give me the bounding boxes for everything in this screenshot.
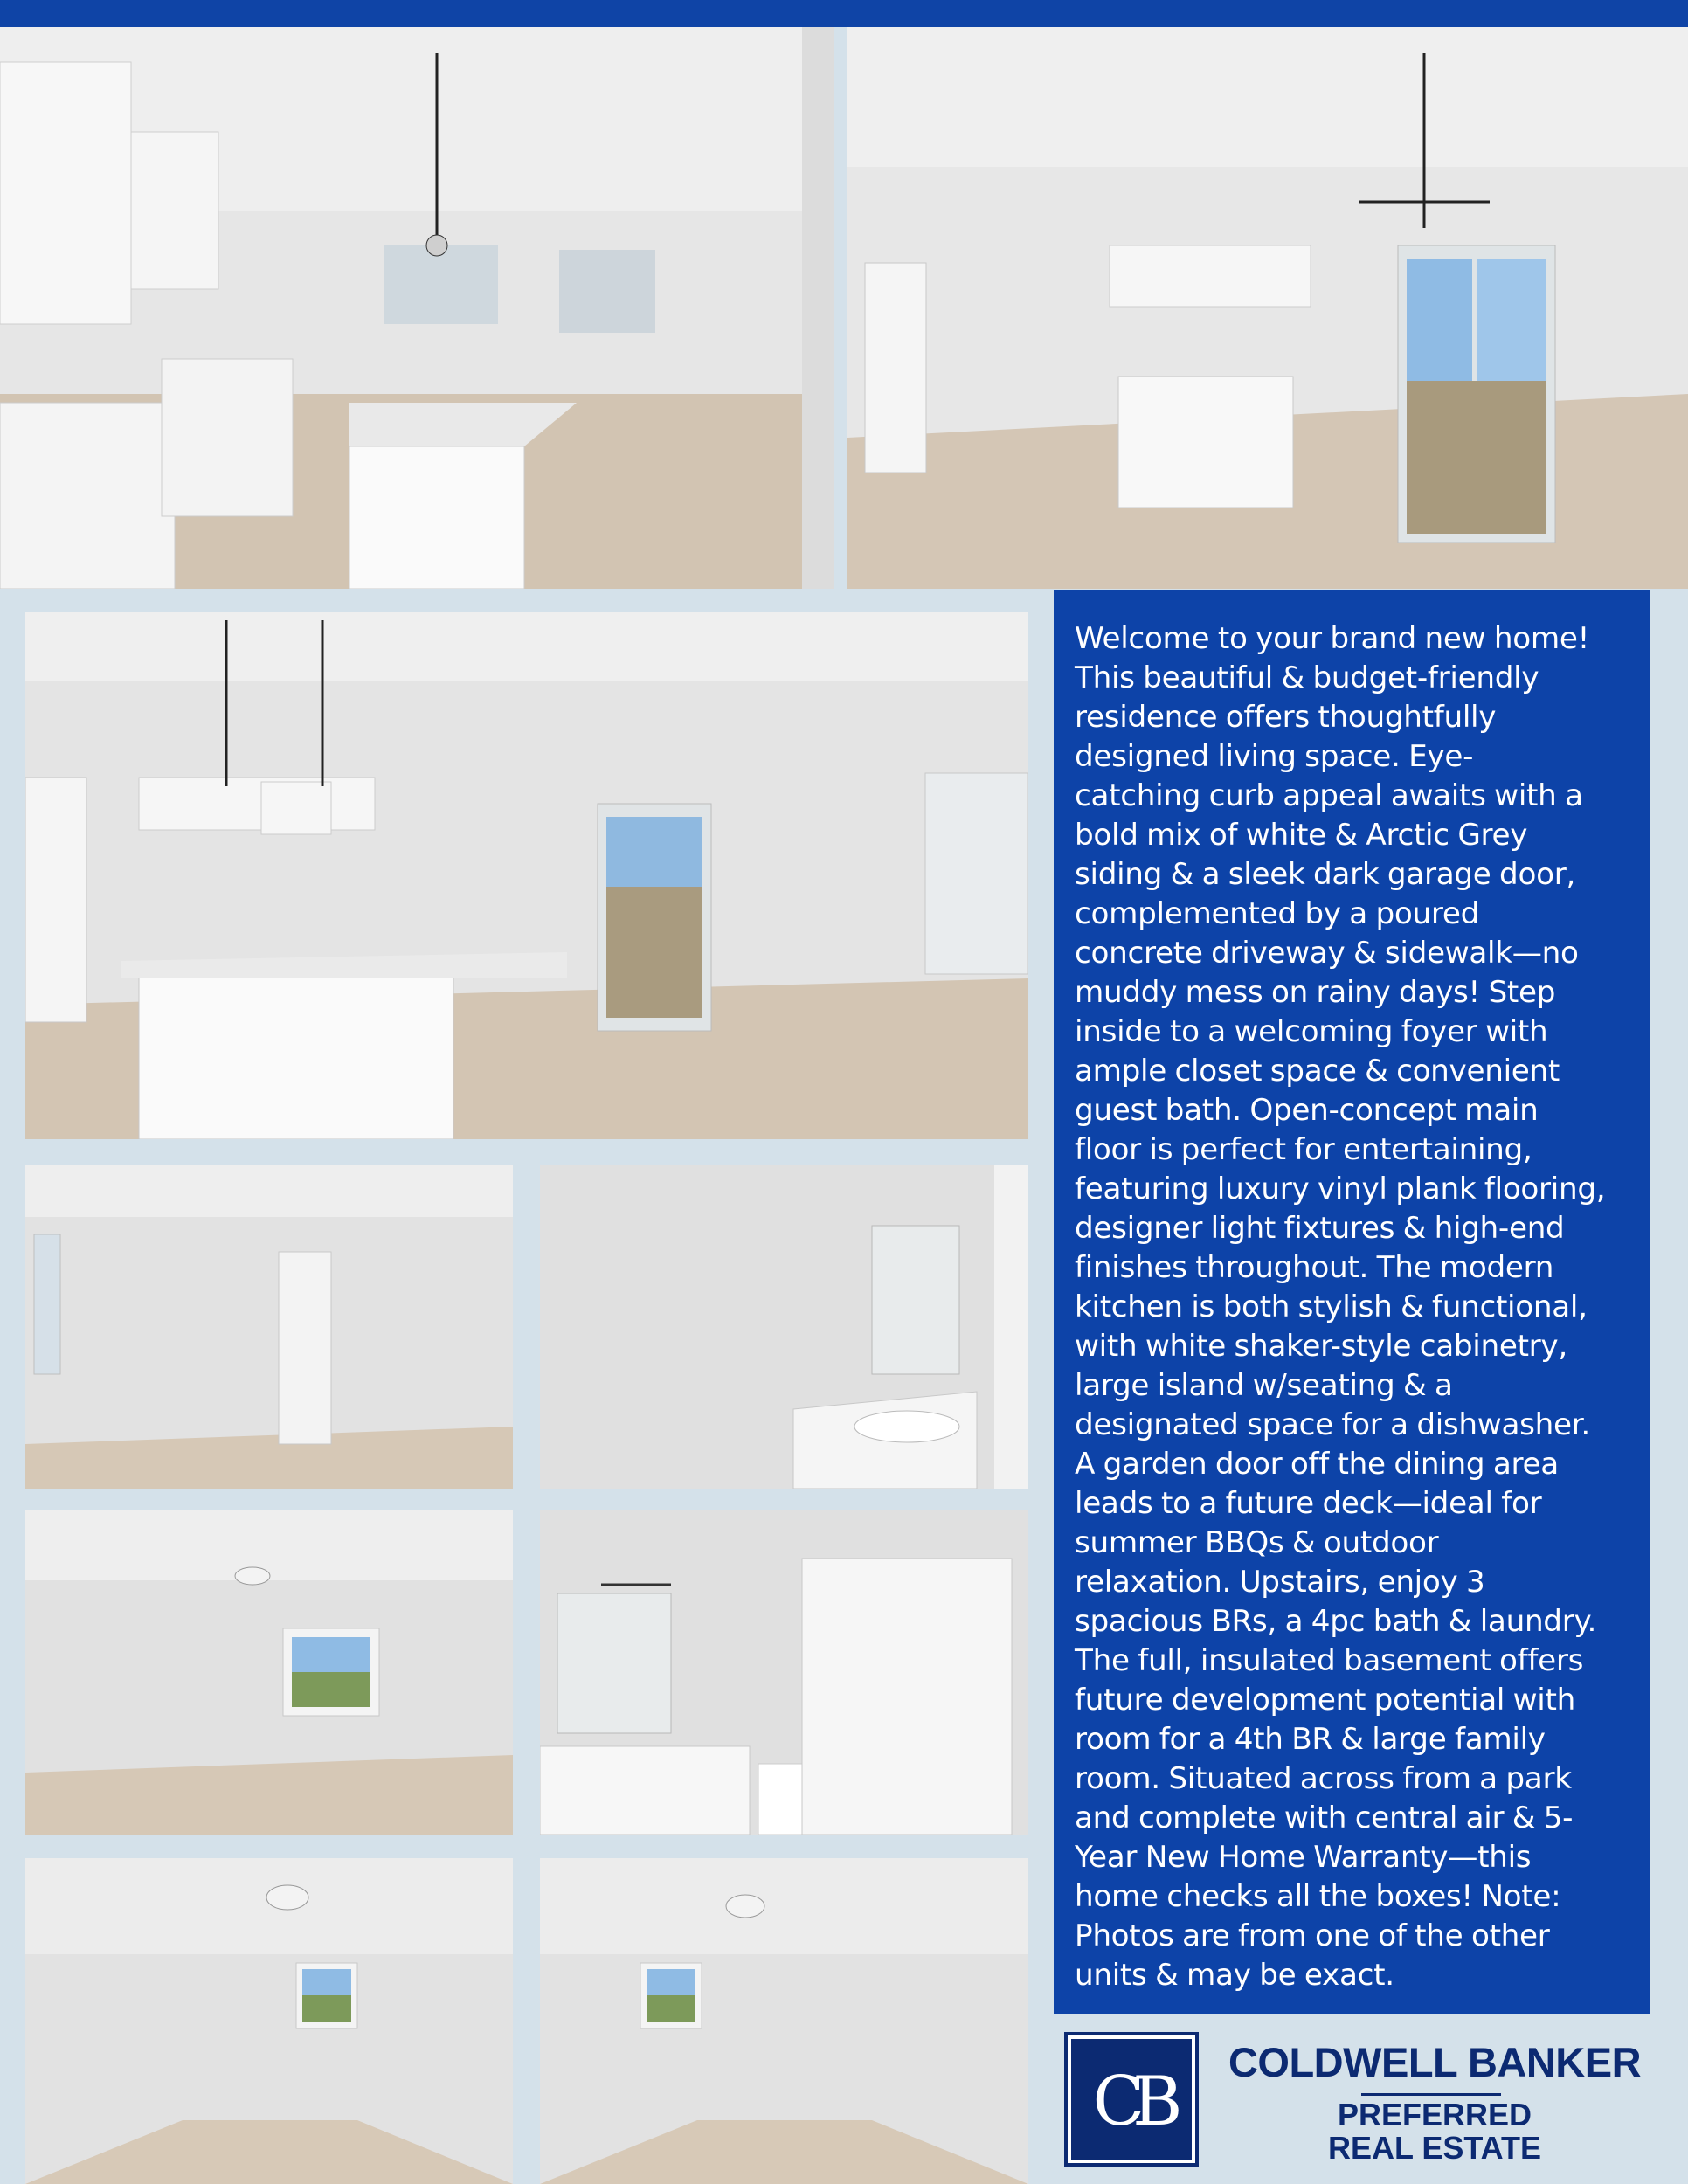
description-line: future development potential with <box>1075 1683 1575 1717</box>
brand-sub-line1: PREFERRED <box>1337 2097 1532 2132</box>
description-line: residence offers thoughtfully <box>1075 700 1497 735</box>
description-line: ample closet space & convenient <box>1075 1054 1560 1089</box>
description-line: Year New Home Warranty—this <box>1075 1840 1532 1875</box>
description-line: units & may be exact. <box>1075 1958 1394 1993</box>
description-line: bold mix of white & Arctic Grey <box>1075 818 1528 853</box>
brand-name: COLDWELL BANKER <box>1228 2039 1642 2085</box>
brand-subtitle <box>1221 2098 1648 2165</box>
description-line: spacious BRs, a 4pc bath & laundry. <box>1075 1604 1597 1639</box>
description-line: summer BBQs & outdoor <box>1075 1525 1439 1560</box>
description-line: designated space for a dishwasher. <box>1075 1407 1590 1442</box>
description-line: large island w/seating & a <box>1075 1368 1453 1403</box>
kitchen-cabinets-island-photo <box>0 27 834 589</box>
coldwell-banker-logo <box>1064 2032 1199 2167</box>
bedroom-window-photo <box>25 1510 513 1835</box>
description-line: inside to a welcoming foyer with <box>1075 1014 1548 1049</box>
description-line: catching curb appeal awaits with a <box>1075 778 1583 813</box>
description-line: designed living space. Eye- <box>1075 739 1474 774</box>
description-line: siding & a sleek dark garage door, <box>1075 857 1576 892</box>
bedroom-three-photo <box>540 1858 1028 2184</box>
description-line: Welcome to your brand new home! <box>1075 621 1589 656</box>
description-line: floor is perfect for entertaining, <box>1075 1132 1532 1167</box>
description-line: featuring luxury vinyl plank flooring, <box>1075 1171 1606 1206</box>
description-line: room. Situated across from a park <box>1075 1761 1572 1796</box>
bedroom-two-photo <box>25 1858 513 2184</box>
description-line: This beautiful & budget-friendly <box>1075 660 1539 695</box>
description-line: leads to a future deck—ideal for <box>1075 1486 1542 1521</box>
empty-room-photo <box>25 1165 513 1489</box>
description-line: concrete driveway & sidewalk—no <box>1075 936 1579 971</box>
description-line: Photos are from one of the other <box>1075 1918 1550 1953</box>
open-kitchen-dining-photo <box>25 612 1028 1139</box>
description-line: kitchen is both stylish & functional, <box>1075 1289 1588 1324</box>
listing-description-panel <box>1054 590 1650 2014</box>
description-line: with white shaker-style cabinetry, <box>1075 1329 1567 1364</box>
description-line: muddy mess on rainy days! Step <box>1075 975 1556 1010</box>
description-line: and complete with central air & 5- <box>1075 1800 1574 1835</box>
kitchen-dining-patio-door-photo <box>847 27 1688 589</box>
top-accent-bar <box>0 0 1688 27</box>
full-bathroom-photo <box>540 1510 1028 1835</box>
description-line: finishes throughout. The modern <box>1075 1250 1554 1285</box>
cb-monogram-icon <box>1071 2039 1192 2160</box>
description-line: designer light fixtures & high-end <box>1075 1211 1565 1246</box>
description-line: A garden door off the dining area <box>1075 1447 1559 1482</box>
logo-mark-text: CB <box>1092 2063 1171 2141</box>
description-line: room for a 4th BR & large family <box>1075 1722 1546 1757</box>
description-line: relaxation. Upstairs, enjoy 3 <box>1075 1565 1485 1600</box>
brand-sub-line2: REAL ESTATE <box>1327 2130 1542 2166</box>
listing-description <box>1075 619 1630 1995</box>
brand-divider <box>1361 2093 1501 2096</box>
powder-room-vanity-photo <box>540 1165 1028 1489</box>
description-line: home checks all the boxes! Note: <box>1075 1879 1561 1914</box>
description-line: The full, insulated basement offers <box>1075 1643 1584 1678</box>
description-line: complemented by a poured <box>1075 896 1479 931</box>
description-line: guest bath. Open-concept main <box>1075 1093 1539 1128</box>
